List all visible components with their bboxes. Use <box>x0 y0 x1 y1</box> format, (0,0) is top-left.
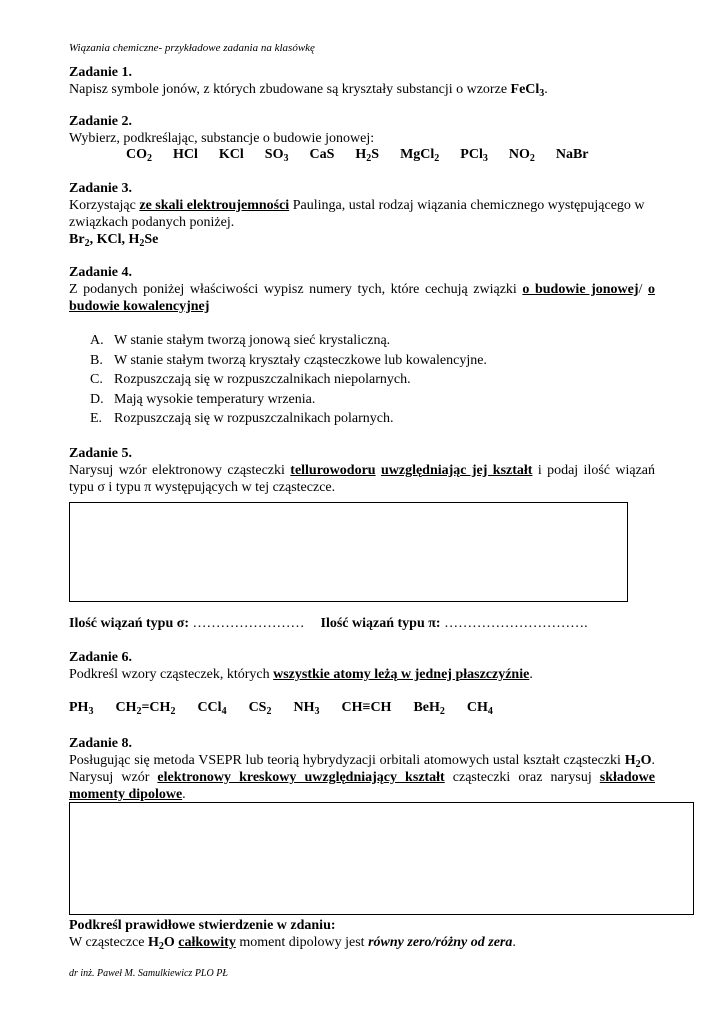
task-4-emphasis-ionic: o budowie jonowej <box>522 282 639 297</box>
task-8-emphasis-formula: elektronowy kreskowy uwzględniający kształt <box>157 770 445 785</box>
formula-item[interactable]: NaBr <box>555 147 589 162</box>
task-1-text: Napisz symbole jonów, z których zbudowane są kryształy substancji o wzorze FeCl$_3$. <box>69 82 548 99</box>
task-8-answer-box[interactable] <box>69 802 694 915</box>
task-5-instruction: Narysuj wzór elektronowy cząsteczki tellurowodoru uwzględniając jej kształt i podaj ilość wiązań typu σ i typu π występujących w tej cząsteczce. <box>69 463 656 495</box>
task-2-title: Zadanie 2. <box>69 114 133 129</box>
task-5-title: Zadanie 5. <box>69 446 133 461</box>
task-2 <box>69 113 655 147</box>
formula-item[interactable]: CaS <box>309 147 335 162</box>
task-4-options <box>90 331 487 429</box>
task-8-question-title: Podkreśl prawidłowe stwierdzenie w zdaniu: <box>69 918 336 933</box>
task-1 <box>69 64 655 98</box>
task-2-formula-list <box>126 147 610 163</box>
task-4-title: Zadanie 4. <box>69 265 133 280</box>
task-3-instruction: Korzystając ze skali elektroujemności Paulinga, ustal rodzaj wiązania chemicznego występującego w związkach podanych poniżej. <box>69 198 645 230</box>
formula-item[interactable]: MgCl$_2$ <box>400 147 440 164</box>
pi-label: Ilość wiązań typu π: <box>320 616 441 631</box>
task-8-title: Zadanie 8. <box>69 736 133 751</box>
task-4 <box>69 264 655 315</box>
task-3-emphasis: ze skali elektroujemności <box>139 198 290 213</box>
task-6-instruction: Podkreśl wzory cząsteczek, których wszystkie atomy leżą w jednej płaszczyźnie. <box>69 667 533 682</box>
formula-item[interactable]: $H_2S$ <box>355 147 380 164</box>
formula-item[interactable]: CCl$_4$ <box>197 700 227 717</box>
formula-item[interactable]: $NH_3$ <box>293 700 320 717</box>
task-5-answer-box[interactable] <box>69 502 628 602</box>
formula-item[interactable]: KCl <box>218 147 244 162</box>
task-8-question <box>69 917 655 951</box>
formula-item[interactable]: $SO_3$ <box>264 147 289 164</box>
task-8-question-sentence: W cząsteczce $H_2O$ całkowity moment dipolowy jest równy zero/różny od zera. <box>69 935 516 952</box>
formula-item[interactable]: CH≡CH <box>341 700 392 715</box>
task-5-bond-count-line <box>69 616 588 632</box>
list-item: B. W stanie stałym tworzą kryształy cząsteczkowe lub kowalencyjne. <box>90 352 487 368</box>
task-8-emphasis-dipoles: składowe momenty dipolowe <box>69 770 655 802</box>
formula-item[interactable]: $PH_3$ <box>69 700 94 717</box>
formula-item[interactable]: HCl <box>173 147 198 162</box>
task-1-instruction: Napisz symbole jonów, z których zbudowane są kryształy substancji o wzorze <box>69 82 511 97</box>
formula-item[interactable]: BeH$_2$ <box>413 700 445 717</box>
formula-item[interactable]: $NO_2$ <box>508 147 535 164</box>
list-item: D. Mają wysokie temperatury wrzenia. <box>90 391 316 407</box>
task-8-emphasis-total: całkowity <box>178 935 236 950</box>
task-3 <box>69 180 655 248</box>
formula-item[interactable]: $CH_2=CH_2$ <box>115 700 176 717</box>
sigma-answer-blank[interactable]: …………………… <box>189 616 305 631</box>
task-1-title: Zadanie 1. <box>69 65 133 80</box>
task-6-title: Zadanie 6. <box>69 650 133 665</box>
task-6 <box>69 649 655 683</box>
sigma-label: Ilość wiązań typu σ: <box>69 616 190 631</box>
task-3-compounds: $Br_2$, KCl, $H_2Se$ <box>69 232 159 249</box>
task-8 <box>69 735 655 803</box>
task-1-formula: FeCl$_3$ <box>510 82 545 99</box>
task-6-formula-list <box>69 700 515 716</box>
task-5-emphasis-compound: tellurowodoru <box>290 463 376 478</box>
task-8-answer-choice[interactable]: równy zero/różny od zera <box>368 935 513 950</box>
page-header: Wiązania chemiczne- przykładowe zadania na klasówkę <box>69 42 315 54</box>
task-6-emphasis: wszystkie atomy leżą w jednej płaszczyźnie <box>273 667 530 682</box>
formula-item[interactable]: PCl$_3$ <box>460 147 488 164</box>
task-4-instruction: Z podanych poniżej właściwości wypisz numery tych, które cechują związki o budowie jonowej/ o budowie kowalencyjnej <box>69 282 656 314</box>
list-item: A. W stanie stałym tworzą jonową sieć krystaliczną. <box>90 333 391 348</box>
page-footer: dr inż. Paweł M. Samulkiewicz PLO PŁ <box>69 968 228 979</box>
formula-item[interactable]: $CS_2$ <box>248 700 272 717</box>
pi-answer-blank[interactable]: …………………………. <box>440 616 588 631</box>
task-8-instruction: Posługując się metoda VSEPR lub teorią hybrydyzacji orbitali atomowych ustal kształt cząsteczki $H_2O$. Narysuj wzór elektronowy kreskowy uwzględniający kształt cząsteczki oraz narysuj składowe momenty dipolowe. <box>69 753 655 802</box>
task-5-emphasis-shape: uwzględniając jej kształt <box>380 463 533 478</box>
list-item: E. Rozpuszczają się w rozpuszczalnikach polarnych. <box>90 411 394 426</box>
formula-item[interactable]: $CH_4$ <box>466 700 493 717</box>
list-item: C. Rozpuszczają się w rozpuszczalnikach niepolarnych. <box>90 372 411 387</box>
formula-item[interactable]: $CO_2$ <box>126 147 152 164</box>
task-2-instruction: Wybierz, podkreślając, substancje o budowie jonowej: <box>69 131 375 146</box>
task-3-title: Zadanie 3. <box>69 181 133 196</box>
task-5 <box>69 445 655 496</box>
task-4-emphasis-covalent: o budowie kowalencyjnej <box>69 282 656 314</box>
